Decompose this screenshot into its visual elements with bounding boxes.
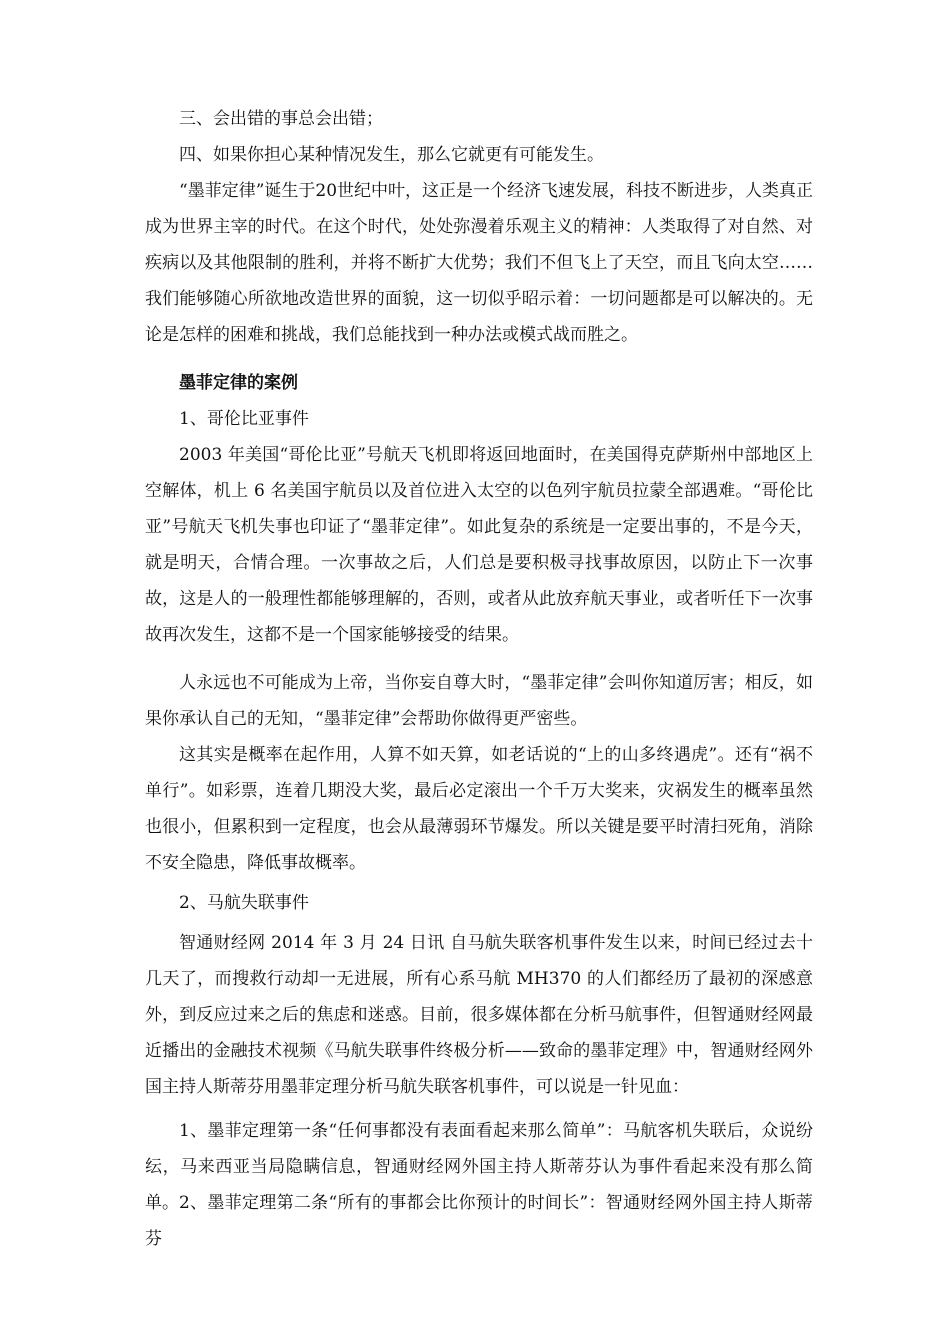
rule-four-line: 四、如果你担心某种情况发生，那么它就更有可能发生。 <box>179 145 604 165</box>
rule-three-line: 三、会出错的事总会出错； <box>179 109 383 129</box>
mh370-paragraph: 智通财经网 2014 年 3 月 24 日讯 自马航失联客机事件发生以来，时间已经过去十几天了，而搜救行动却一无进展，所有心系马航 MH370 的人们都经历了最初的深感意外，到反应过来之后的焦虑和迷惑。目前，很多媒体都在分析马航事件，但智通财经网最近播出的金融技术视频《马航失联事件终极分析——致命的墨菲定理》中，智通财经网外国主持人斯蒂芬用墨菲定理分析马航失联客机事件，可以说是一针见血： <box>145 933 813 1097</box>
columbia-paragraph: 2003 年美国“哥伦比亚”号航天飞机即将返回地面时，在美国得克萨斯州中部地区上空解体，机上 6 名美国宇航员以及首位进入太空的以色列宇航员拉蒙全部遇难。“哥伦比亚”号航天飞机失事也印证了“墨菲定律”。如此复杂的系统是一定要出事的，不是今天，就是明天，合情合理。一次事故之后，人们总是要积极寻找事故原因，以防止下一次事故，这是人的一般理性都能够理解的，否则，或者从此放弃航天事业，或者听任下一次事故再次发生，这都不是一个国家能够接受的结果。 <box>145 445 813 645</box>
birth-context-paragraph: “墨菲定律”诞生于20世纪中叶，这正是一个经济飞速发展，科技不断进步，人类真正成为世界主宰的时代。在这个时代，处处弥漫着乐观主义的精神：人类取得了对自然、对疾病以及其他限制的胜利，并将不断扩大优势；我们不但飞上了天空，而且飞向太空……我们能够随心所欲地改造世界的面貌，这一切似乎昭示着：一切问题都是可以解决的。无论是怎样的困难和挑战，我们总能找到一种办法或模式战而胜之。 <box>145 181 814 345</box>
law-two-paragraph: 2、墨菲定理第二条“所有的事都会比你预计的时间长”：智通财经网外国主持人斯蒂芬 <box>145 1193 813 1249</box>
god-paragraph: 人永远也不可能成为上帝，当你妄自尊大时，“墨菲定律”会叫你知道厉害；相反，如果你承认自己的无知，“墨菲定律”会帮助你做得更严密些。 <box>145 673 813 729</box>
case-one-heading: 1、哥伦比亚事件 <box>179 409 309 429</box>
law-one-paragraph: 1、墨菲定理第一条“任何事都没有表面看起来那么简单”：马航客机失联后，众说纷纭，马来西亚当局隐瞒信息，智通财经网外国主持人斯蒂芬认为事件看起来没有那么简单。 <box>145 1121 813 1213</box>
case-two-heading: 2、马航失联事件 <box>179 893 309 913</box>
cases-heading: 墨菲定律的案例 <box>179 373 298 393</box>
probability-paragraph: 这其实是概率在起作用，人算不如天算，如老话说的“上的山多终遇虎”。还有“祸不单行”。如彩票，连着几期没大奖，最后必定滚出一个千万大奖来，灾祸发生的概率虽然也很小，但累积到一定程度，也会从最薄弱环节爆发。所以关键是要平时清扫死角，消除不安全隐患，降低事故概率。 <box>145 745 813 873</box>
